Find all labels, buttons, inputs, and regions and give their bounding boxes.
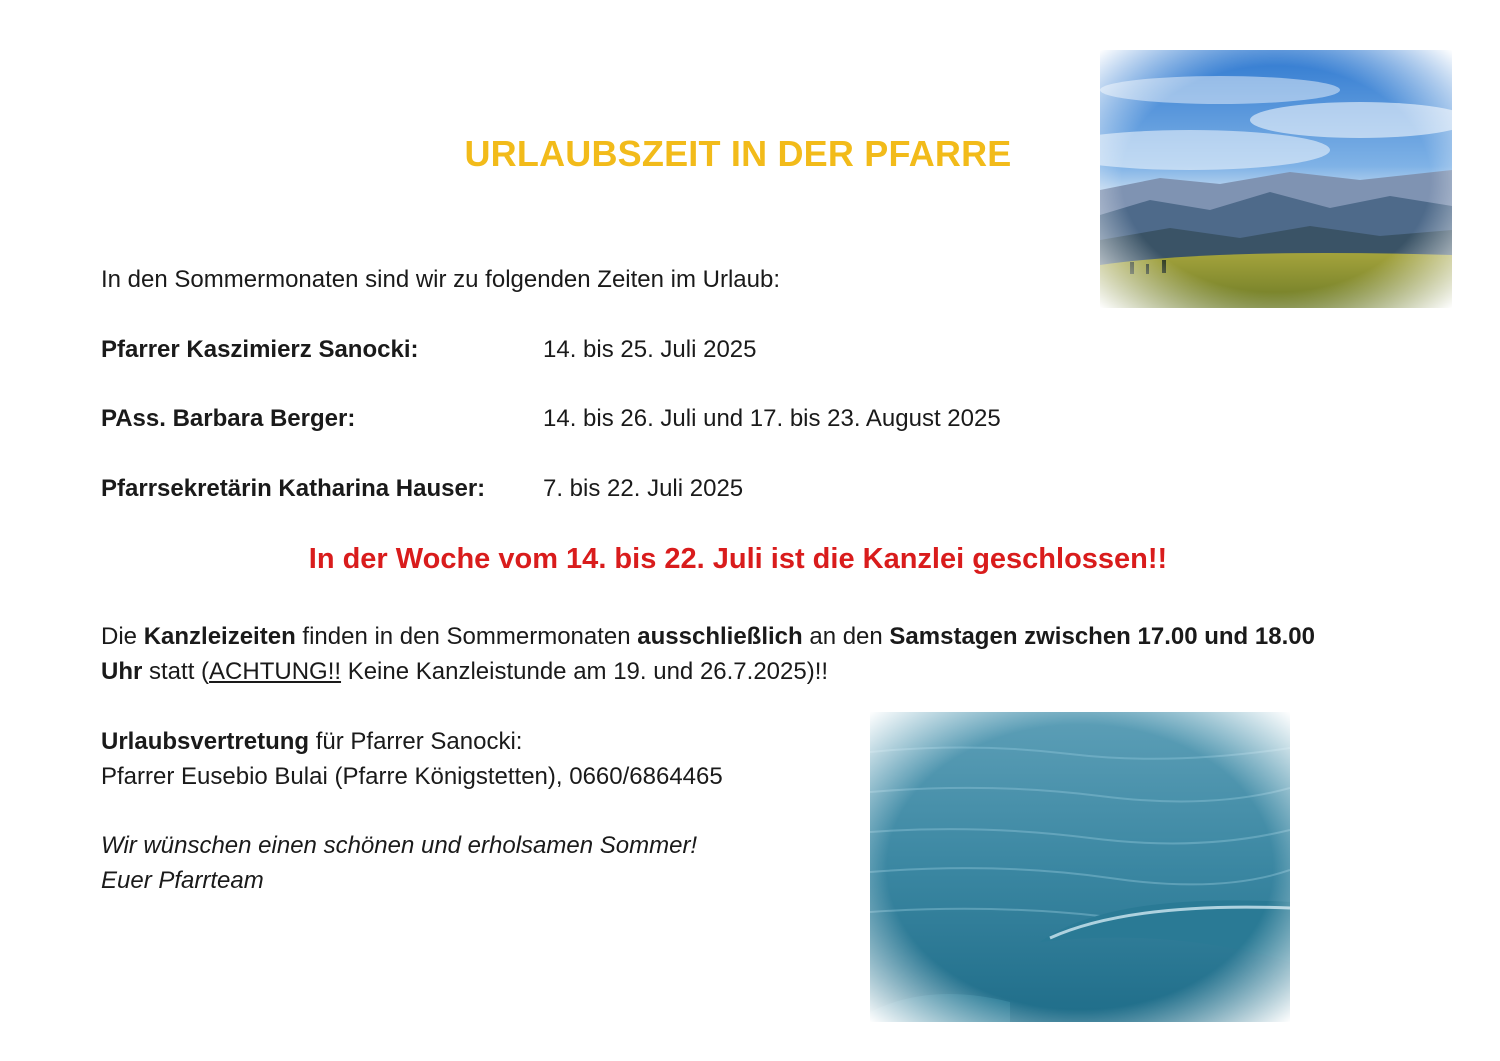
page-title: URLAUBSZEIT IN DER PFARRE — [464, 133, 1012, 174]
office-attention-label: ACHTUNG!! — [209, 658, 342, 685]
office-uhr-label: Uhr — [101, 658, 143, 685]
deputy-contact: Pfarrer Eusebio Bulai (Pfarre Königstetten), 0660/6864465 — [101, 763, 723, 790]
schedule-dates: 14. bis 26. Juli und 17. bis 23. August 2025 — [543, 405, 1001, 432]
office-text-part: an den — [802, 623, 890, 650]
deputy-block — [101, 724, 723, 794]
office-text-part: Die — [101, 623, 144, 650]
deputy-label-rest: für Pfarrer Sanocki: — [309, 728, 523, 755]
schedule-name: Pfarrsekretärin Katharina Hauser: — [101, 475, 486, 502]
office-hours-text — [101, 619, 1315, 689]
deputy-label: Urlaubsvertretung — [101, 728, 310, 755]
schedule-name: PAss. Barbara Berger: — [101, 405, 356, 432]
office-text-part: Keine Kanzleistunde am 19. und 26.7.2025)!! — [341, 658, 829, 685]
office-hours-label: Kanzleizeiten — [143, 623, 296, 650]
mountain-landscape-photo — [1100, 50, 1452, 308]
intro-text: In den Sommermonaten sind wir zu folgenden Zeiten im Urlaub: — [101, 266, 781, 293]
office-saturday-hours: Samstagen zwischen 17.00 und 18.00 — [889, 623, 1315, 650]
closing-signature: Euer Pfarrteam — [101, 867, 264, 894]
office-exclusive-label: ausschließlich — [637, 623, 803, 650]
schedule-dates: 14. bis 25. Juli 2025 — [543, 336, 757, 363]
water-surface-photo — [870, 712, 1290, 1022]
schedule-dates: 7. bis 22. Juli 2025 — [543, 475, 744, 502]
schedule-name: Pfarrer Kaszimierz Sanocki: — [101, 336, 419, 363]
office-text-part: statt ( — [142, 658, 210, 685]
office-closed-notice: In der Woche vom 14. bis 22. Juli ist die Kanzlei geschlossen!! — [308, 543, 1168, 575]
closing-block — [101, 828, 697, 898]
closing-wish: Wir wünschen einen schönen und erholsamen Sommer! — [101, 832, 698, 859]
office-text-part: finden in den Sommermonaten — [295, 623, 638, 650]
